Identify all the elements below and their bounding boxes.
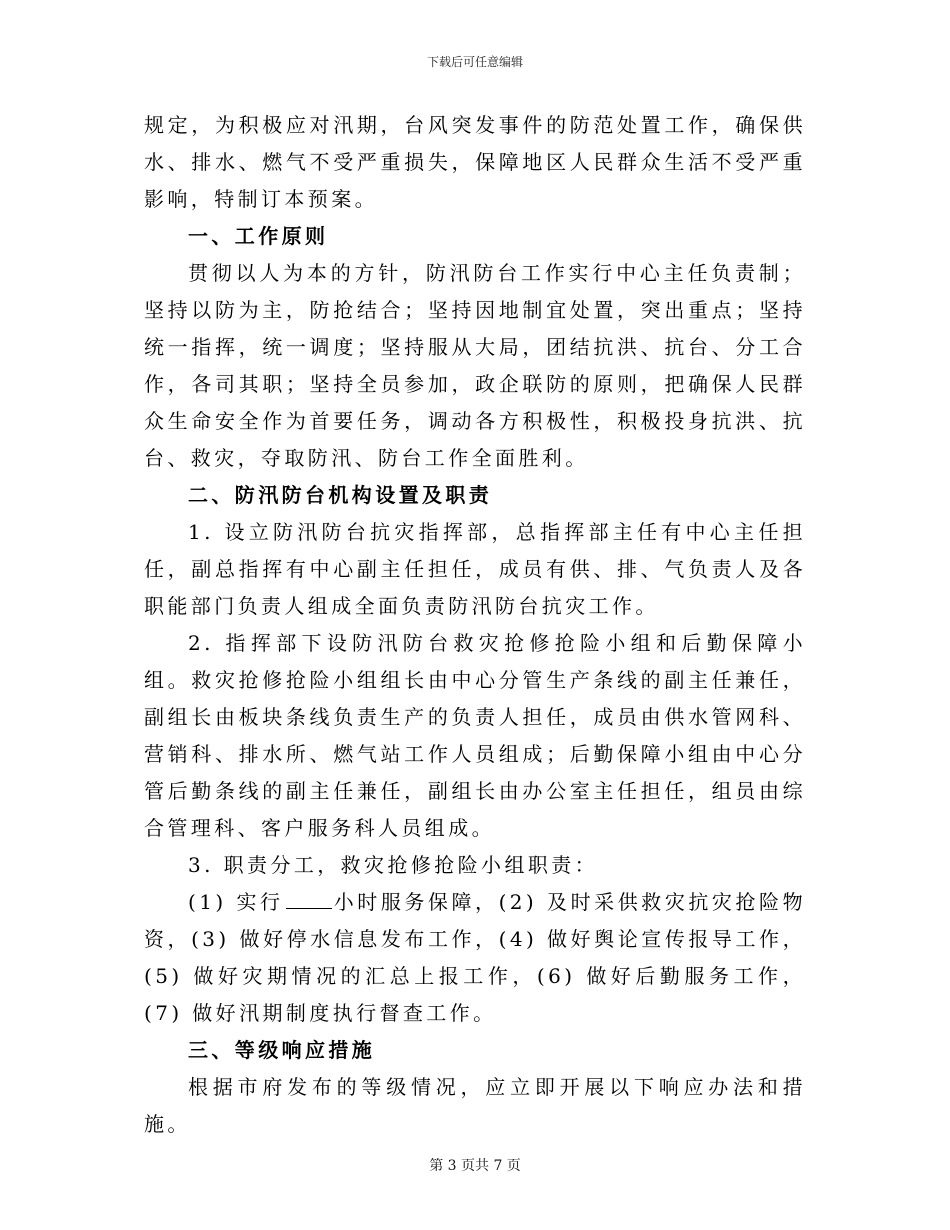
section-heading-3: 三、等级响应措施	[188, 1038, 376, 1062]
section-heading-1: 一、工作原则	[188, 224, 329, 248]
duties-start: (1) 实行	[188, 890, 284, 914]
document-body	[144, 107, 806, 1143]
principles-paragraph: 贯彻以人为本的方针，防汛防台工作实行中心主任负责制；坚持以防为主，防抢结合；坚持因地制宜处置，突出重点；坚持统一指挥，统一调度；坚持服从大局，团结抗洪、抗台、分工合作，各司其职；坚持全员参加，政企联防的原则，把确保人民群众生命安全作为首要任务，调动各方积极性，积极投身抗洪、抗台、救灾，夺取防汛、防台工作全面胜利。	[144, 261, 806, 470]
page-header: 下载后可任意编辑	[426, 55, 523, 69]
list-item-3: 3. 职责分工，救灾抢修抢险小组职责：	[188, 853, 599, 877]
duties-paragraph	[144, 884, 806, 1032]
section-heading-2: 二、防汛防台机构设置及职责	[188, 483, 493, 507]
intro-paragraph: 规定，为积极应对汛期，台风突发事件的防范处置工作，确保供水、排水、燃气不受严重损失，保障地区人民群众生活不受严重影响，特制订本预案。	[144, 113, 806, 211]
list-item-1: 1. 设立防汛防台抗灾指挥部，总指挥部主任有中心主任担任，副总指挥有中心副主任担任，成员有供、排、气负责人及各职能部门负责人组成全面负责防汛防台抗灾工作。	[144, 520, 806, 618]
list-item-2: 2. 指挥部下设防汛防台救灾抢修抢险小组和后勤保障小组。救灾抢修抢险小组组长由中心分管生产条线的副主任兼任，副组长由板块条线负责生产的负责人担任，成员由供水管网科、营销科、排水所、燃气站工作人员组成；后勤保障小组由中心分管后勤条线的副主任兼任，副组长由办公室主任担任，组员由综合管理科、客户服务科人员组成。	[144, 631, 806, 840]
fill-in-blank	[286, 890, 332, 909]
page-footer: 第 3 页共 7 页	[429, 1158, 521, 1174]
duties-rest: 小时服务保障，(2) 及时采供救灾抗灾抢险物资，(3) 做好停水信息发布工作，(4) 做好舆论宣传报导工作，(5) 做好灾期情况的汇总上报工作，(6) 做好后勤服务工作，(7) 做好汛期制度执行督查工作。	[144, 890, 806, 1025]
response-paragraph: 根据市府发布的等级情况，应立即开展以下响应办法和措施。	[144, 1075, 806, 1136]
